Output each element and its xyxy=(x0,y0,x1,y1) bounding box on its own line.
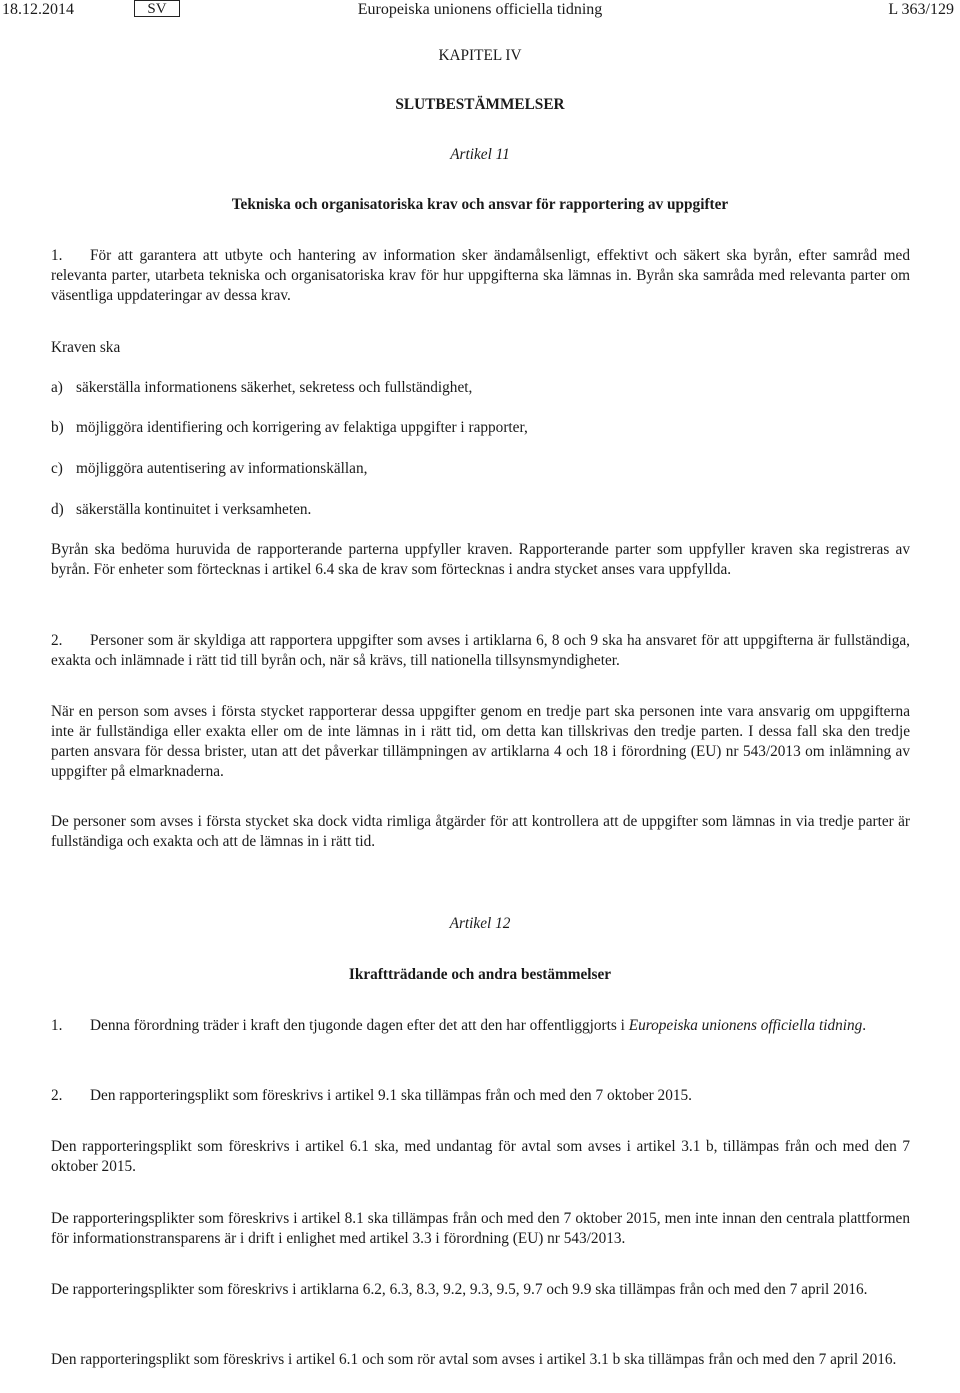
paragraph-number: 1. xyxy=(51,247,63,264)
list-item-text: möjliggöra identifiering och korrigering av felaktiga uppgifter i rapporter, xyxy=(76,419,528,436)
list-item-label: b) xyxy=(51,419,64,436)
journal-title: Europeiska unionens officiella tidning xyxy=(357,1,603,18)
article-12-paragraph-3: Den rapporteringsplikt som föreskrivs i artikel 6.1 ska, med undantag för avtal som avses i artikel 3.1 b, tillämpas från och med den 7 oktober 2015. xyxy=(51,1138,910,1175)
article-12-paragraph-2 xyxy=(51,1086,910,1106)
article-11-paragraph-1-continued: Byrån ska bedöma huruvida de rapporterande parterna uppfyller kraven. Rapporterande parter som uppfyller kraven ska registreras av byrån. För enheter som förtecknas i artikel 6.4 ska de krav som förtecknas i andra stycket anses vara uppfyllda. xyxy=(51,541,910,578)
paragraph-number: 2. xyxy=(51,632,63,649)
article-12-label: Artikel 12 xyxy=(449,915,511,932)
paragraph-text: Denna förordning träder i kraft den tjugonde dagen efter det att den har offentliggjorts i xyxy=(90,1017,629,1034)
list-item xyxy=(51,459,910,479)
requirements-intro: Kraven ska xyxy=(51,339,121,356)
paragraph-text: Den rapporteringsplikt som föreskrivs i artikel 9.1 ska tillämpas från och med den 7 oktober 2015. xyxy=(90,1087,692,1104)
paragraph-number: 1. xyxy=(51,1017,63,1034)
list-item xyxy=(51,378,910,398)
paragraph-number: 2. xyxy=(51,1087,63,1104)
list-item-label: d) xyxy=(51,501,64,518)
article-12-paragraph-6: Den rapporteringsplikt som föreskrivs i artikel 6.1 och som rör avtal som avses i artikel 3.1 b ska tillämpas från och med den 7 april 2016. xyxy=(51,1351,897,1368)
paragraph-end: . xyxy=(862,1017,867,1034)
article-12-paragraph-5: De rapporteringsplikter som föreskrivs i artiklarna 6.2, 6.3, 8.3, 9.2, 9.3, 9.5, 9.7 och 9.9 ska tillämpas från och med den 7 april 2016. xyxy=(51,1281,868,1298)
journal-reference: Europeiska unionens officiella tidning xyxy=(628,1017,863,1034)
article-11-paragraph-1 xyxy=(51,246,910,306)
article-11-paragraph-2-third: De personer som avses i första stycket ska dock vidta rimliga åtgärder för att kontrollera att de uppgifter som lämnas in via tredje parter är fullständiga och exakta och att de lämnas in i rätt tid. xyxy=(51,813,910,850)
article-11-title: Tekniska och organisatoriska krav och ansvar för rapportering av uppgifter xyxy=(231,196,729,213)
chapter-title: SLUTBESTÄMMELSER xyxy=(395,96,565,113)
list-item-label: a) xyxy=(51,379,63,396)
paragraph-text: Personer som är skyldiga att rapportera uppgifter som avses i artiklarna 6, 8 och 9 ska ha ansvaret för att uppgifterna är fullständiga, exakta och inlämnade i rätt tid till byrån och, när så krävs, till nationella tillsynsmyndigheter. xyxy=(51,632,910,669)
page-reference: L 363/129 xyxy=(888,1,954,18)
article-11-label: Artikel 11 xyxy=(450,146,510,163)
list-item-text: säkerställa informationens säkerhet, sekretess och fullständighet, xyxy=(76,379,473,396)
article-12-paragraph-1 xyxy=(51,1016,910,1036)
list-item-label: c) xyxy=(51,460,63,477)
language-badge: SV xyxy=(134,0,180,17)
article-12-title: Ikraftträdande och andra bestämmelser xyxy=(348,966,612,983)
article-11-paragraph-2-second: När en person som avses i första stycket rapporterar dessa uppgifter genom en tredje part ska personen inte vara ansvarig om uppgifterna inte är fullständiga eller exakta eller om de inte lämnas in i rätt tid, om detta kan tillskrivas den tredje parten. I dessa fall ska den tredje parten ansvara för dessa brister, utan att det påverkar tillämpningen av artiklarna 4 och 18 i förordning (EU) nr 543/2013 om inlämning av uppgifter på elmarknaderna. xyxy=(51,703,910,780)
list-item xyxy=(51,500,910,520)
paragraph-text: För att garantera att utbyte och hantering av information sker ändamålsenligt, effektivt och säkert ska byrån, efter samråd med relevanta parter, utarbeta tekniska och organisatoriska krav för hur uppgifterna ska lämnas in. Byrån ska samråda med relevanta parter om väsentliga uppdateringar av dessa krav. xyxy=(51,247,910,304)
article-11-paragraph-2 xyxy=(51,631,910,671)
list-item-text: säkerställa kontinuitet i verksamheten. xyxy=(76,501,312,518)
list-item-text: möjliggöra autentisering av informationskällan, xyxy=(76,460,368,477)
list-item xyxy=(51,418,910,438)
page-header xyxy=(0,0,960,20)
article-12-paragraph-4: De rapporteringsplikter som föreskrivs i artikel 8.1 ska tillämpas från och med den 7 oktober 2015, men inte innan den centrala plattformen för informationstransparens är i drift i enlighet med artikel 3.3 i förordning (EU) nr 543/2013. xyxy=(51,1210,910,1247)
chapter-label: KAPITEL IV xyxy=(438,47,522,64)
publication-date: 18.12.2014 xyxy=(2,1,74,18)
